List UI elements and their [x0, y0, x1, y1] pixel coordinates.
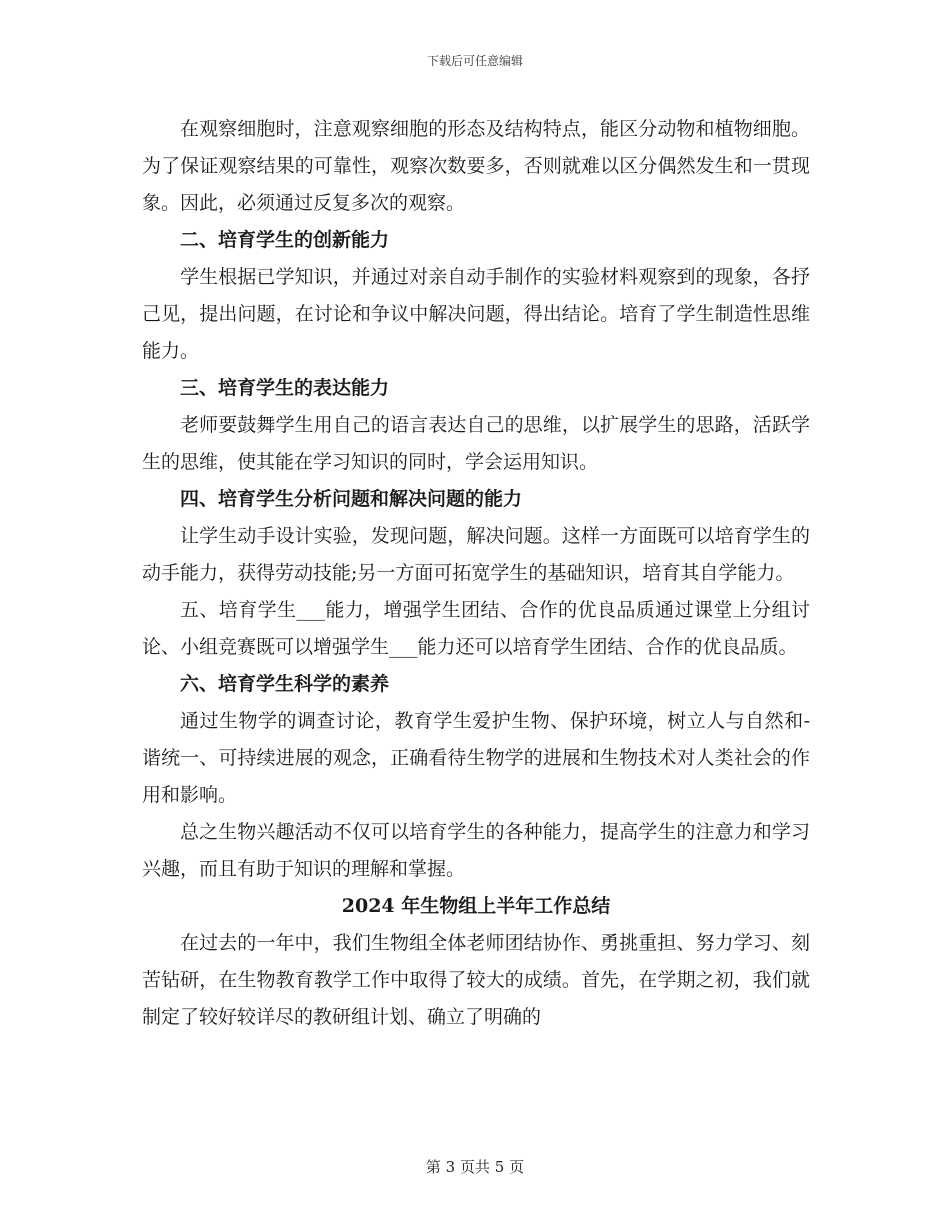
- section-heading: 六、培育学生科学的素养: [180, 673, 390, 695]
- paragraph: 在过去的一年中，我们生物组全体老师团结协作、勇挑重担、努力学习、刻苦钻研，在生物教育教学工作中取得了较大的成绩。首先，在学期之初，我们就制定了较好较详尽的教研组计划、确立了明确的: [142, 932, 810, 1028]
- paragraph: 通过生物学的调查讨论，教育学生爱护生物、保护环境，树立人与自然和-谐统一、可持续进展的观念，正确看待生物学的进展和生物技术对人类社会的作用和影响。: [142, 710, 810, 806]
- page-footer: 第 3 页共 5 页: [425, 1158, 525, 1176]
- page-header: 下载后可任意编辑: [426, 54, 523, 68]
- paragraph: 总之生物兴趣活动不仅可以培育学生的各种能力，提高学生的注意力和学习兴趣，而且有助于知识的理解和掌握。: [142, 821, 810, 880]
- section-heading: 四、培育学生分析问题和解决问题的能力: [180, 488, 523, 510]
- paragraph: 五、培育学生___能力，增强学生团结、合作的优良品质通过课堂上分组讨论、小组竞赛既可以增强学生___能力还可以培育学生团结、合作的优良品质。: [142, 599, 810, 658]
- section-heading: 三、培育学生的表达能力: [180, 377, 390, 399]
- paragraph: 老师要鼓舞学生用自己的语言表达自己的思维，以扩展学生的思路，活跃学生的思维，使其能在学习知识的同时，学会运用知识。: [142, 414, 810, 473]
- document-title: 2024 年生物组上半年工作总结: [341, 895, 611, 917]
- document-body: [142, 111, 810, 1036]
- paragraph: 让学生动手设计实验，发现问题，解决问题。这样一方面既可以培育学生的动手能力，获得劳动技能;另一方面可拓宽学生的基础知识，培育其自学能力。: [142, 525, 810, 584]
- paragraph: 在观察细胞时，注意观察细胞的形态及结构特点，能区分动物和植物细胞。为了保证观察结果的可靠性，观察次数要多，否则就难以区分偶然发生和一贯现象。因此，必须通过反复多次的观察。: [142, 118, 810, 214]
- paragraph: 学生根据已学知识，并通过对亲自动手制作的实验材料观察到的现象，各抒己见，提出问题，在讨论和争议中解决问题，得出结论。培育了学生制造性思维能力。: [142, 266, 810, 362]
- section-heading: 二、培育学生的创新能力: [180, 229, 390, 251]
